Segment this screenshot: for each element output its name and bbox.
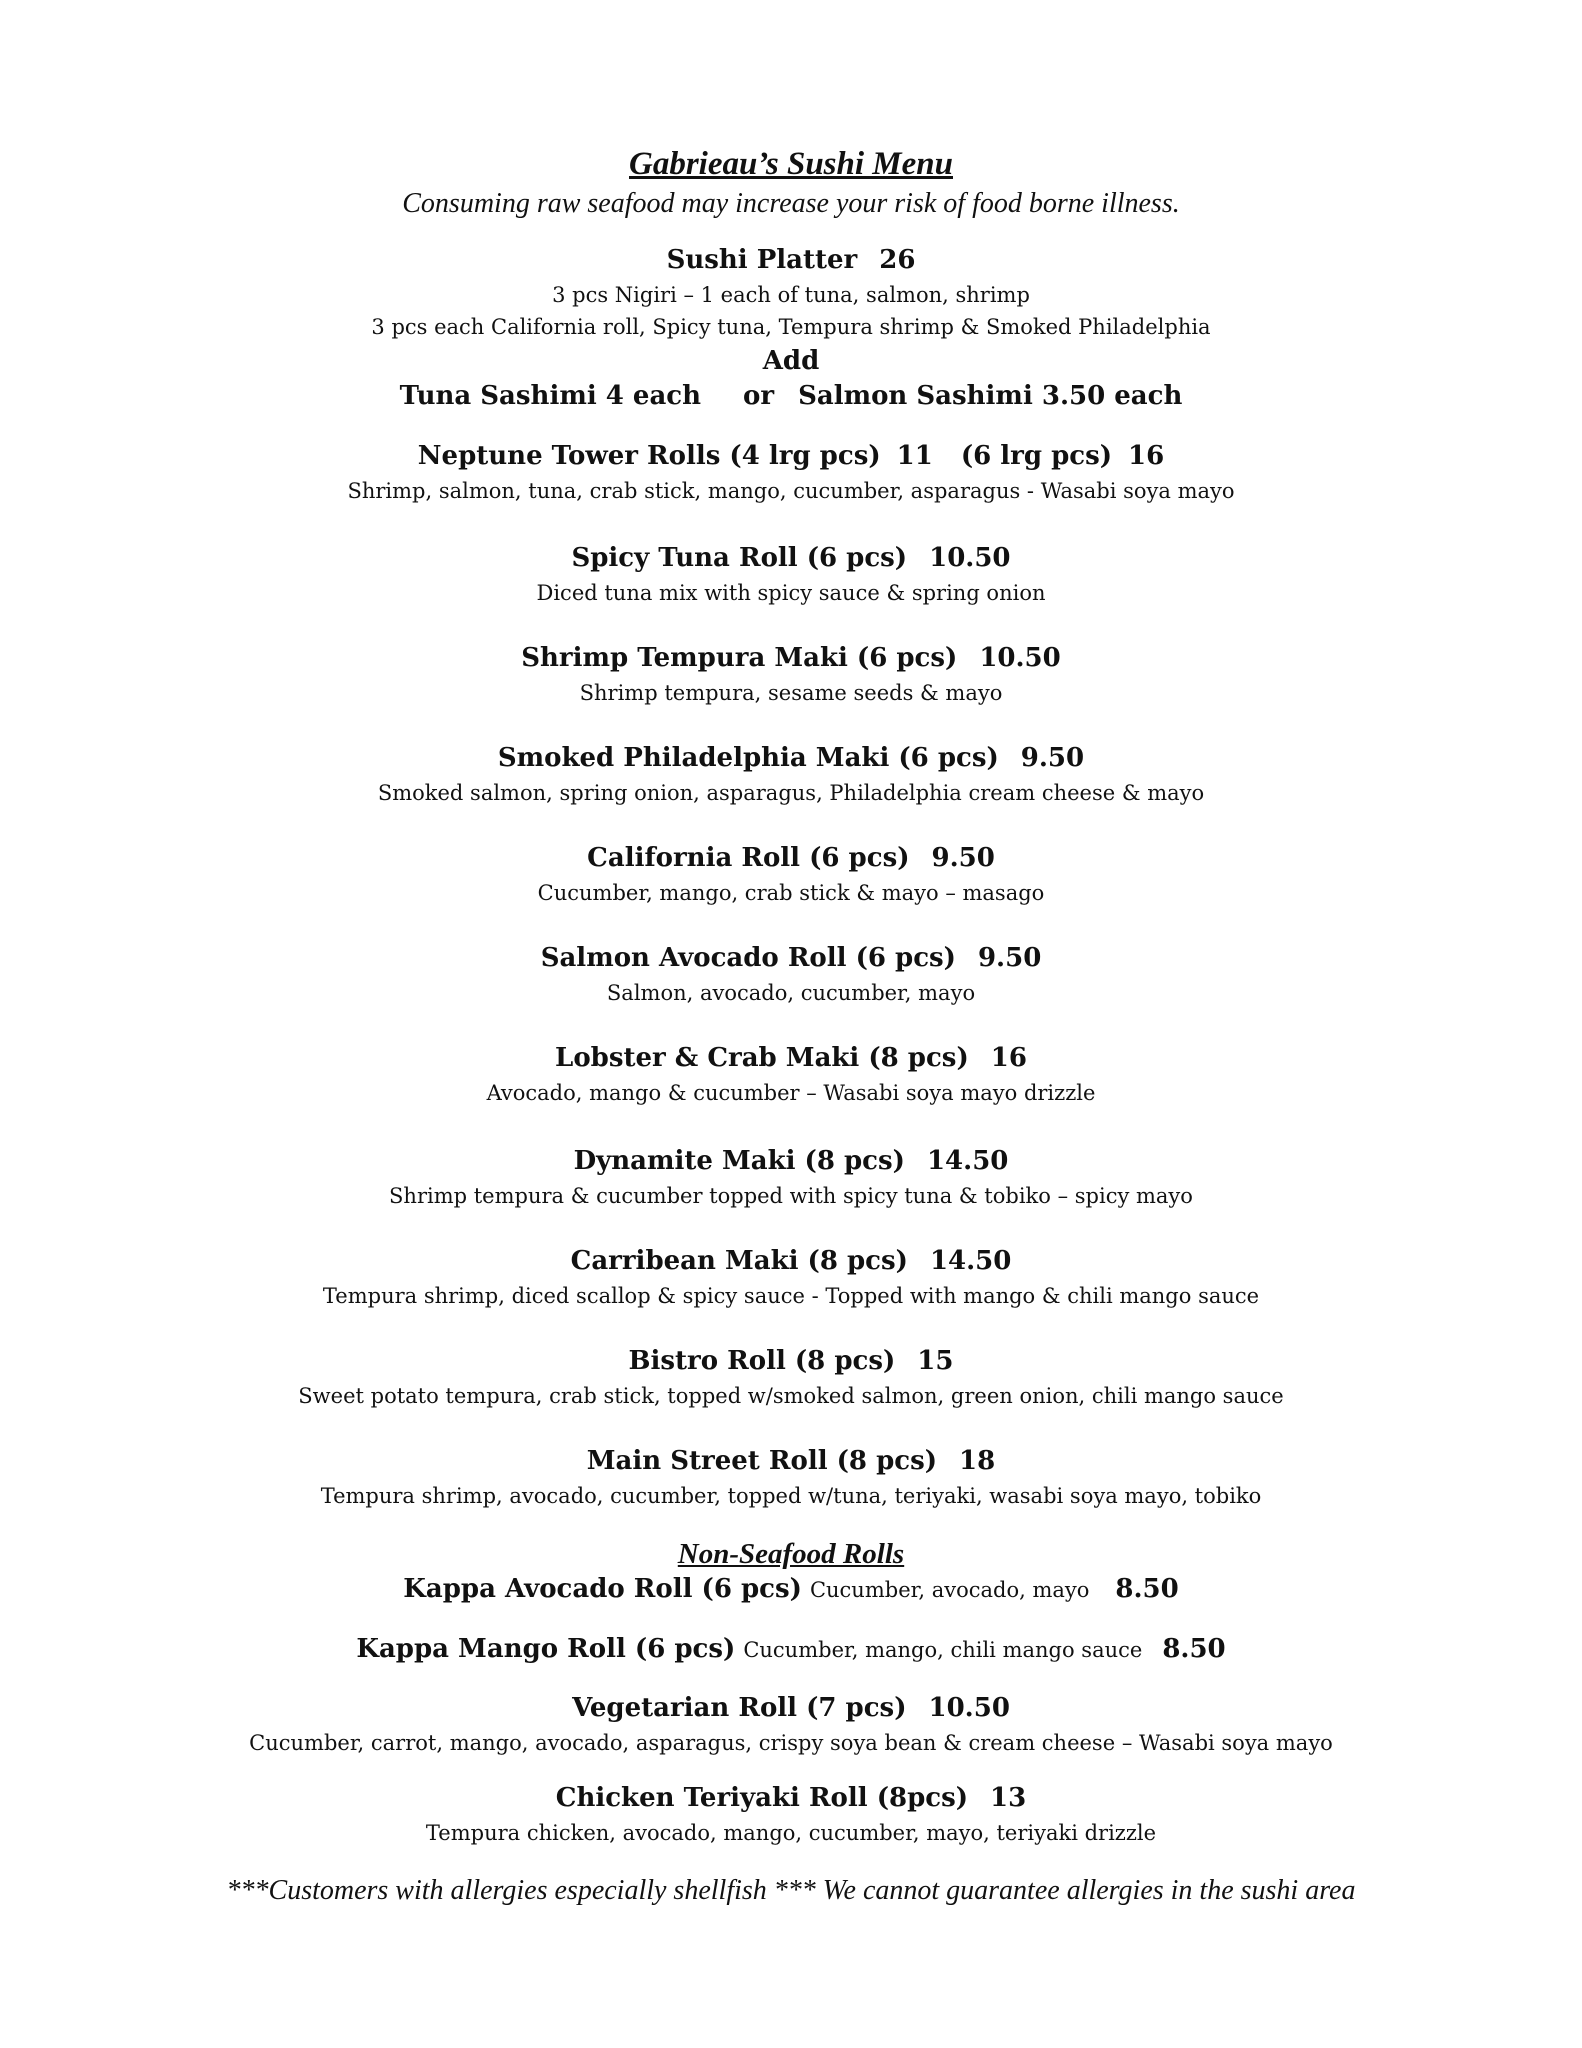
menu-item-description: Avocado, mango & cucumber – Wasabi soya mayo drizzle — [486, 1081, 1096, 1105]
platter-heading — [0, 247, 1582, 273]
non-seafood-heading: Non-Seafood Rolls — [677, 1538, 905, 1570]
platter-line-1: 3 pcs Nigiri – 1 each of tuna, salmon, shrimp — [552, 283, 1030, 307]
menu-item-price: 16 — [990, 1043, 1027, 1073]
menu-item-description: Tempura chicken, avocado, mango, cucumber, mayo, teriyaki drizzle — [425, 1821, 1157, 1845]
menu-item-title — [0, 1785, 1582, 1811]
menu-item-description: Salmon, avocado, cucumber, mayo — [606, 981, 976, 1005]
menu-item-price: 14.50 — [929, 1246, 1012, 1276]
add-option-or: or — [743, 381, 775, 411]
menu-item-description: Shrimp tempura & cucumber topped with spicy tuna & tobiko – spicy mayo — [389, 1184, 1193, 1208]
menu-item-price: 8.50 — [1162, 1634, 1226, 1664]
menu-item-price: 13 — [990, 1783, 1027, 1813]
raw-seafood-warning: Consuming raw seafood may increase your risk of food borne illness. — [402, 188, 1180, 219]
menu-item-title — [0, 1045, 1582, 1071]
menu-item-price: 15 — [917, 1346, 954, 1376]
menu-item-description: Tempura shrimp, avocado, cucumber, topped w/tuna, teriyaki, wasabi soya mayo, tobiko — [320, 1484, 1262, 1508]
menu-item-description: Diced tuna mix with spicy sauce & spring onion — [536, 581, 1046, 605]
menu-item-title — [0, 545, 1582, 571]
menu-item-extra-size: (6 lrg pcs) — [960, 441, 1113, 471]
menu-item-description: Sweet potato tempura, crab stick, topped w/smoked salmon, green onion, chili mango sauce — [298, 1384, 1284, 1408]
menu-item-title — [0, 1448, 1582, 1474]
menu-item-price: 11 — [896, 441, 933, 471]
menu-item-price: 9.50 — [1020, 743, 1085, 773]
menu-item-title — [0, 745, 1582, 771]
menu-item-price: 14.50 — [926, 1146, 1009, 1176]
menu-item-price: 9.50 — [977, 943, 1042, 973]
menu-title: Gabrieau’s Sushi Menu — [629, 146, 953, 182]
menu-item-description: Cucumber, mango, chili mango sauce — [743, 1638, 1143, 1662]
platter-price: 26 — [879, 245, 916, 275]
platter-add-label: Add — [762, 346, 820, 376]
menu-item-description: Tempura shrimp, diced scallop & spicy sauce - Topped with mango & chili mango sauce — [322, 1284, 1260, 1308]
platter-name: Sushi Platter — [666, 245, 858, 275]
menu-item-name: Smoked Philadelphia Maki (6 pcs) — [497, 743, 999, 773]
add-option-salmon: Salmon Sashimi 3.50 each — [798, 381, 1183, 411]
menu-item-price: 10.50 — [929, 543, 1011, 573]
menu-item-inline — [0, 1636, 1582, 1662]
menu-item-name: Neptune Tower Rolls (4 lrg pcs) — [417, 441, 881, 471]
menu-item-name: Carribean Maki (8 pcs) — [570, 1246, 908, 1276]
add-option-tuna: Tuna Sashimi 4 each — [399, 381, 702, 411]
menu-item-price: 10.50 — [979, 643, 1061, 673]
menu-item-title — [0, 443, 1582, 469]
platter-line-2: 3 pcs each California roll, Spicy tuna, Tempura shrimp & Smoked Philadelphia — [371, 315, 1211, 339]
menu-item-description: Shrimp tempura, sesame seeds & mayo — [579, 681, 1003, 705]
menu-item-title — [0, 1148, 1582, 1174]
menu-item-name: Shrimp Tempura Maki (6 pcs) — [521, 643, 958, 673]
menu-item-title — [0, 645, 1582, 671]
menu-item-name: Main Street Roll (8 pcs) — [586, 1446, 938, 1476]
menu-item-name: Lobster & Crab Maki (8 pcs) — [555, 1043, 969, 1073]
menu-item-name: Salmon Avocado Roll (6 pcs) — [540, 943, 956, 973]
menu-item-name: California Roll (6 pcs) — [587, 843, 910, 873]
allergy-notice: ***Customers with allergies especially shellfish *** We cannot guarantee allergies in the sushi area — [226, 1875, 1356, 1906]
menu-item-description: Smoked salmon, spring onion, asparagus, Philadelphia cream cheese & mayo — [377, 781, 1205, 805]
menu-item-inline — [0, 1576, 1582, 1602]
menu-item-name: Kappa Avocado Roll (6 pcs) — [403, 1574, 802, 1604]
menu-item-price: 8.50 — [1115, 1574, 1179, 1604]
platter-add-options — [0, 383, 1582, 409]
menu-item-price: 18 — [959, 1446, 996, 1476]
menu-item-extra-price: 16 — [1128, 441, 1165, 471]
menu-item-title — [0, 1248, 1582, 1274]
menu-item-name: Bistro Roll (8 pcs) — [628, 1346, 896, 1376]
menu-item-name: Chicken Teriyaki Roll (8pcs) — [555, 1783, 969, 1813]
menu-item-name: Vegetarian Roll (7 pcs) — [572, 1693, 907, 1723]
menu-item-name: Dynamite Maki (8 pcs) — [573, 1146, 905, 1176]
menu-item-name: Spicy Tuna Roll (6 pcs) — [571, 543, 908, 573]
menu-item-description: Cucumber, avocado, mayo — [809, 1578, 1090, 1602]
menu-item-price: 10.50 — [928, 1693, 1010, 1723]
menu-item-title — [0, 845, 1582, 871]
menu-item-name: Kappa Mango Roll (6 pcs) — [356, 1634, 736, 1664]
menu-item-title — [0, 945, 1582, 971]
menu-item-description: Cucumber, mango, crab stick & mayo – masago — [537, 881, 1045, 905]
menu-item-title — [0, 1348, 1582, 1374]
menu-item-title — [0, 1695, 1582, 1721]
menu-item-description: Shrimp, salmon, tuna, crab stick, mango, cucumber, asparagus - Wasabi soya mayo — [347, 479, 1235, 503]
menu-item-price: 9.50 — [931, 843, 995, 873]
menu-item-description: Cucumber, carrot, mango, avocado, asparagus, crispy soya bean & cream cheese – Wasabi soya mayo — [249, 1731, 1333, 1755]
